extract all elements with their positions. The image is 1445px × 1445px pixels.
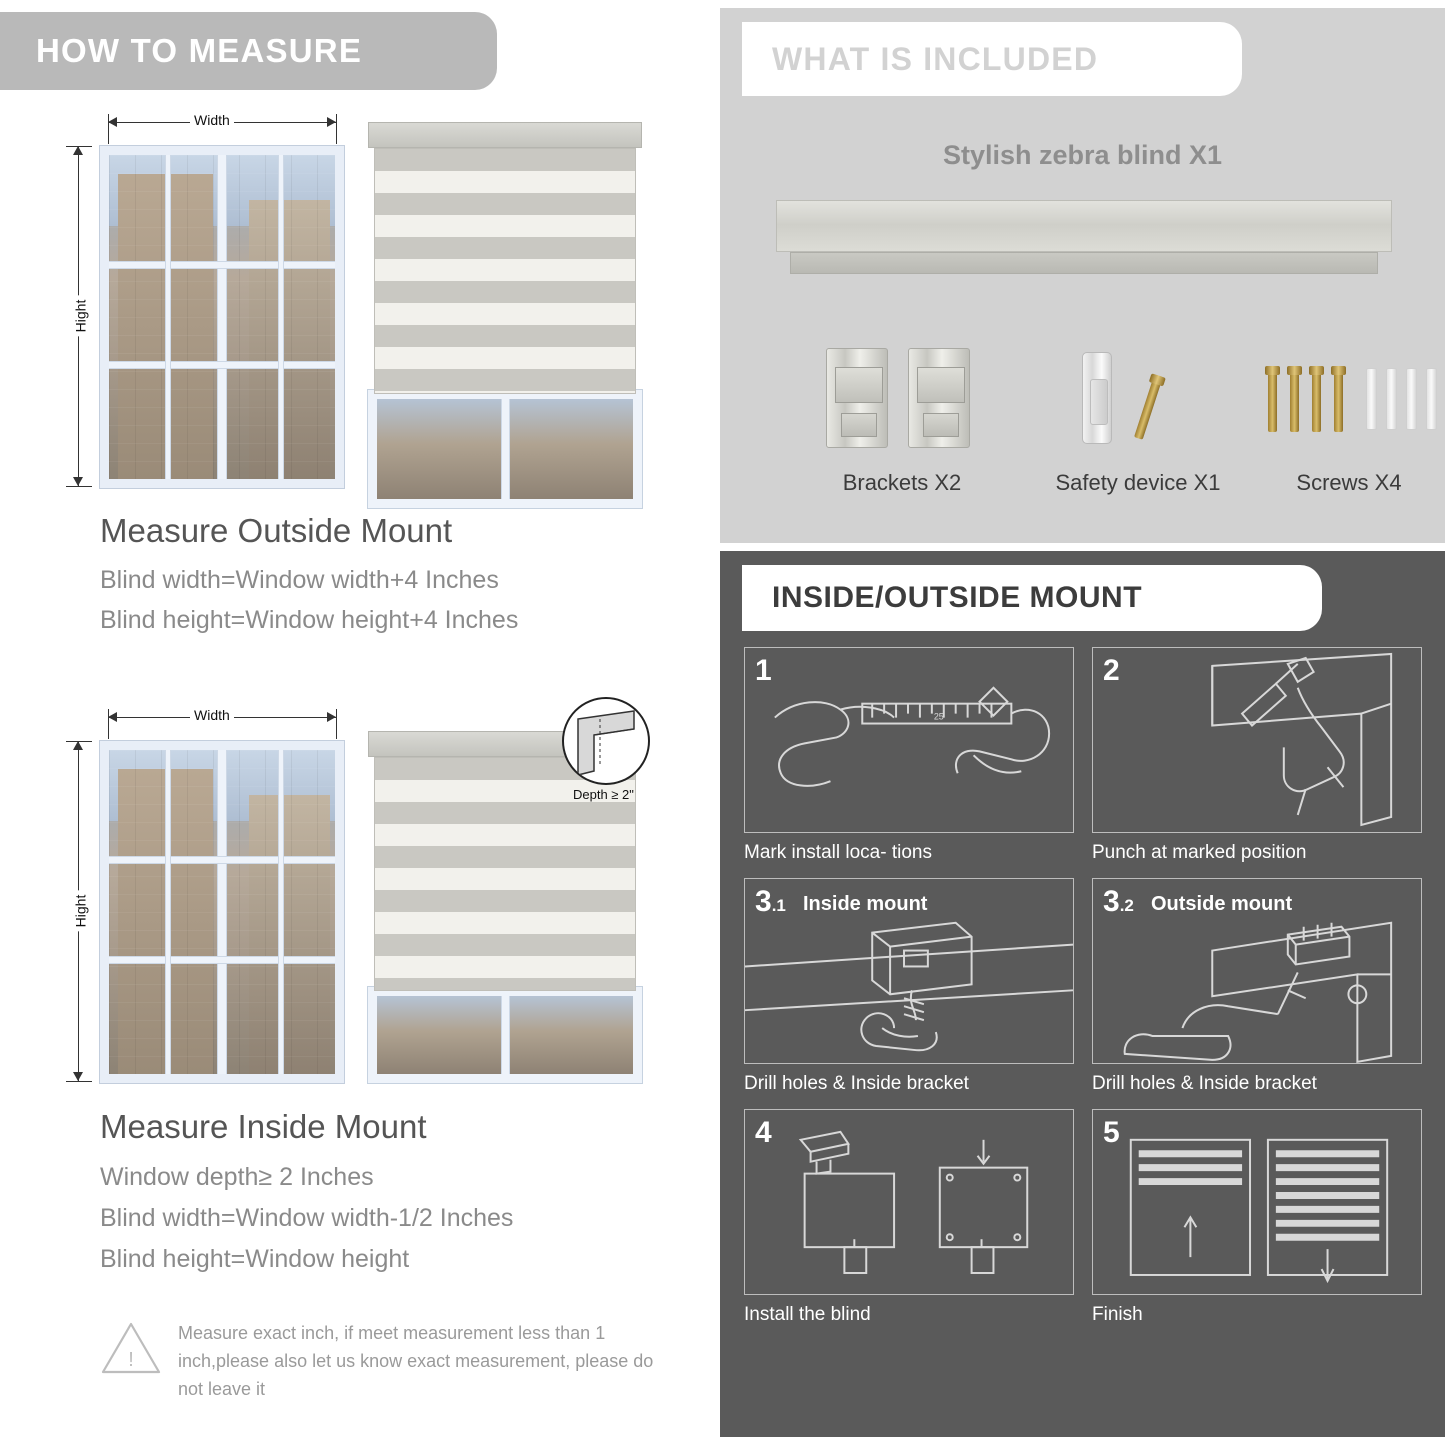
step-3-2-frame <box>1092 878 1422 1064</box>
inside-height-arrow-up <box>73 741 83 750</box>
outside-height-tick-bottom <box>66 486 92 487</box>
step-1-frame <box>744 647 1074 833</box>
wall-anchor-icon-1 <box>1366 368 1377 430</box>
step-3-1-sketch-inside-bracket <box>745 879 1073 1064</box>
inside-width-tick-left <box>108 709 109 739</box>
outside-mount-title: Measure Outside Mount <box>100 512 453 549</box>
inside-outside-mount-panel <box>720 551 1445 1437</box>
window-mullion-h1 <box>109 857 335 863</box>
screw-icon-4 <box>1334 366 1343 432</box>
outside-mount-line-2: Blind height=Window height+4 Inches <box>100 606 519 634</box>
step-2-frame <box>1092 647 1422 833</box>
warning-triangle-icon <box>100 1320 162 1376</box>
headrail-bottom <box>790 252 1378 274</box>
wall-anchor-icon-3 <box>1406 368 1417 430</box>
step-3-2 <box>1092 878 1422 1095</box>
step-3-2-number: 3.2 <box>1103 885 1134 918</box>
part-safety-device <box>1020 338 1256 508</box>
window-mullion-q1 <box>166 750 170 1074</box>
step-2-number: 2 <box>1103 654 1120 687</box>
step-5-sketch-finished-blinds <box>1093 1110 1421 1295</box>
step-3-1-subtitle: Inside mount <box>803 893 928 915</box>
inside-width-label: Width <box>190 707 234 723</box>
step-3-2-subtitle: Outside mount <box>1151 893 1293 915</box>
inside-width-tick-right <box>336 709 337 739</box>
outside-width-tick-left <box>108 114 109 144</box>
outside-width-arrow-right <box>327 117 336 127</box>
blind-window-mullion <box>502 399 509 499</box>
step-1-sketch-measuring-tape <box>745 648 1073 833</box>
step-5-caption: Finish <box>1092 1304 1143 1325</box>
step-2 <box>1092 647 1422 864</box>
window-mullion-q1 <box>166 155 170 479</box>
step-3-2-number-sub: .2 <box>1119 896 1134 915</box>
inside-outside-mount-title: INSIDE/OUTSIDE MOUNT <box>772 581 1143 614</box>
screws-label: Screws X4 <box>1296 470 1402 495</box>
blind-window-below <box>368 987 642 1083</box>
step-5 <box>1092 1109 1422 1326</box>
installation-steps <box>744 647 1422 1326</box>
blind-window-mullion <box>502 996 509 1074</box>
outside-mount-line-1: Blind width=Window width+4 Inches <box>100 566 499 594</box>
right-column <box>712 0 1445 1445</box>
step-3-1-caption: Drill holes & Inside bracket <box>744 1073 969 1094</box>
how-to-measure-banner <box>0 12 497 90</box>
inside-mount-title: Measure Inside Mount <box>100 1108 427 1145</box>
step-5-number: 5 <box>1103 1116 1120 1149</box>
bracket-icon-2 <box>908 348 970 448</box>
outside-height-label: Hight <box>72 296 88 337</box>
svg-text:25: 25 <box>933 711 944 722</box>
window-mullion-q3 <box>279 750 283 1074</box>
step-3-1-number-sub: .1 <box>771 896 786 915</box>
window-mullion-h2 <box>109 362 335 368</box>
step-3-1 <box>744 878 1074 1095</box>
inside-height-label: Hight <box>72 891 88 932</box>
blind-window-below <box>368 390 642 508</box>
outside-height-arrow-up <box>73 146 83 155</box>
step-5-frame <box>1092 1109 1422 1295</box>
step-2-sketch-drill <box>1093 648 1421 833</box>
part-screws <box>1260 338 1445 508</box>
outside-width-arrow-left <box>108 117 117 127</box>
outside-height-tick-top <box>66 146 92 147</box>
depth-callout-label: Depth ≥ 2" <box>573 787 634 802</box>
safety-device-label: Safety device X1 <box>1055 470 1221 495</box>
window-mullion-h1 <box>109 262 335 268</box>
brackets-label: Brackets X2 <box>842 470 962 495</box>
step-1 <box>744 647 1074 864</box>
inside-outside-mount-banner <box>742 565 1322 631</box>
window-inside-mount <box>100 741 344 1083</box>
inside-mount-illustration <box>0 695 712 1115</box>
window-mullion-center <box>218 155 226 479</box>
inside-mount-line-1: Window depth≥ 2 Inches <box>100 1163 374 1191</box>
window-mullion-h2 <box>109 957 335 963</box>
blind-headrail <box>368 122 642 148</box>
what-is-included-banner <box>742 22 1242 96</box>
blind-fabric <box>374 148 636 394</box>
step-1-number: 1 <box>755 654 772 687</box>
screw-icon-1 <box>1268 366 1277 432</box>
how-to-measure-title: HOW TO MEASURE <box>36 32 363 69</box>
screw-icon-2 <box>1290 366 1299 432</box>
inside-width-arrow-right <box>327 712 336 722</box>
blind-outside-mount <box>368 122 642 488</box>
window-mullion-q3 <box>279 155 283 479</box>
depth-callout-sketch <box>564 699 650 785</box>
step-3-2-sketch-outside-bracket <box>1093 879 1421 1064</box>
product-title: Stylish zebra blind X1 <box>942 140 1223 170</box>
step-3-1-frame <box>744 878 1074 1064</box>
step-4-caption: Install the blind <box>744 1304 871 1325</box>
inside-mount-line-3: Blind height=Window height <box>100 1245 410 1273</box>
outside-height-arrow-down <box>73 477 83 486</box>
step-3-2-caption: Drill holes & Inside bracket <box>1092 1073 1317 1094</box>
step-4 <box>744 1109 1074 1326</box>
safety-device-icon <box>1082 352 1112 444</box>
inside-mount-line-2: Blind width=Window width-1/2 Inches <box>100 1204 514 1232</box>
wall-anchor-icon-2 <box>1386 368 1397 430</box>
measurement-note-text: Measure exact inch, if meet measurement less than 1 inch,please also let us know exact measurement, please do not leave it <box>178 1323 654 1399</box>
inside-height-tick-bottom <box>66 1081 92 1082</box>
what-is-included-title: WHAT IS INCLUDED <box>772 40 1099 77</box>
wall-anchor-icon-4 <box>1426 368 1437 430</box>
part-brackets <box>792 338 1012 508</box>
what-is-included-panel <box>720 8 1445 543</box>
how-to-measure-column <box>0 0 712 1445</box>
measurement-note <box>100 1320 660 1404</box>
window-outside-mount <box>100 146 344 488</box>
inside-height-arrow-down <box>73 1072 83 1081</box>
window-mullion-center <box>218 750 226 1074</box>
outside-width-label: Width <box>190 112 234 128</box>
safety-screw-icon <box>1134 374 1163 440</box>
outside-width-tick-right <box>336 114 337 144</box>
step-2-caption: Punch at marked position <box>1092 842 1307 863</box>
svg-text:!: ! <box>128 1349 134 1371</box>
step-3-1-number: 3.1 <box>755 885 786 918</box>
bracket-icon-1 <box>826 348 888 448</box>
depth-callout-circle <box>562 697 650 785</box>
inside-height-tick-top <box>66 741 92 742</box>
inside-width-arrow-left <box>108 712 117 722</box>
step-1-caption: Mark install loca- tions <box>744 842 932 863</box>
screw-icon-3 <box>1312 366 1321 432</box>
step-4-frame <box>744 1109 1074 1295</box>
outside-mount-illustration <box>0 100 712 520</box>
zebra-blind-headrail-image <box>776 200 1392 276</box>
step-4-number: 4 <box>755 1116 772 1149</box>
headrail-top <box>776 200 1392 252</box>
parts-row <box>720 338 1445 518</box>
step-4-sketch-install-blind <box>745 1110 1073 1295</box>
